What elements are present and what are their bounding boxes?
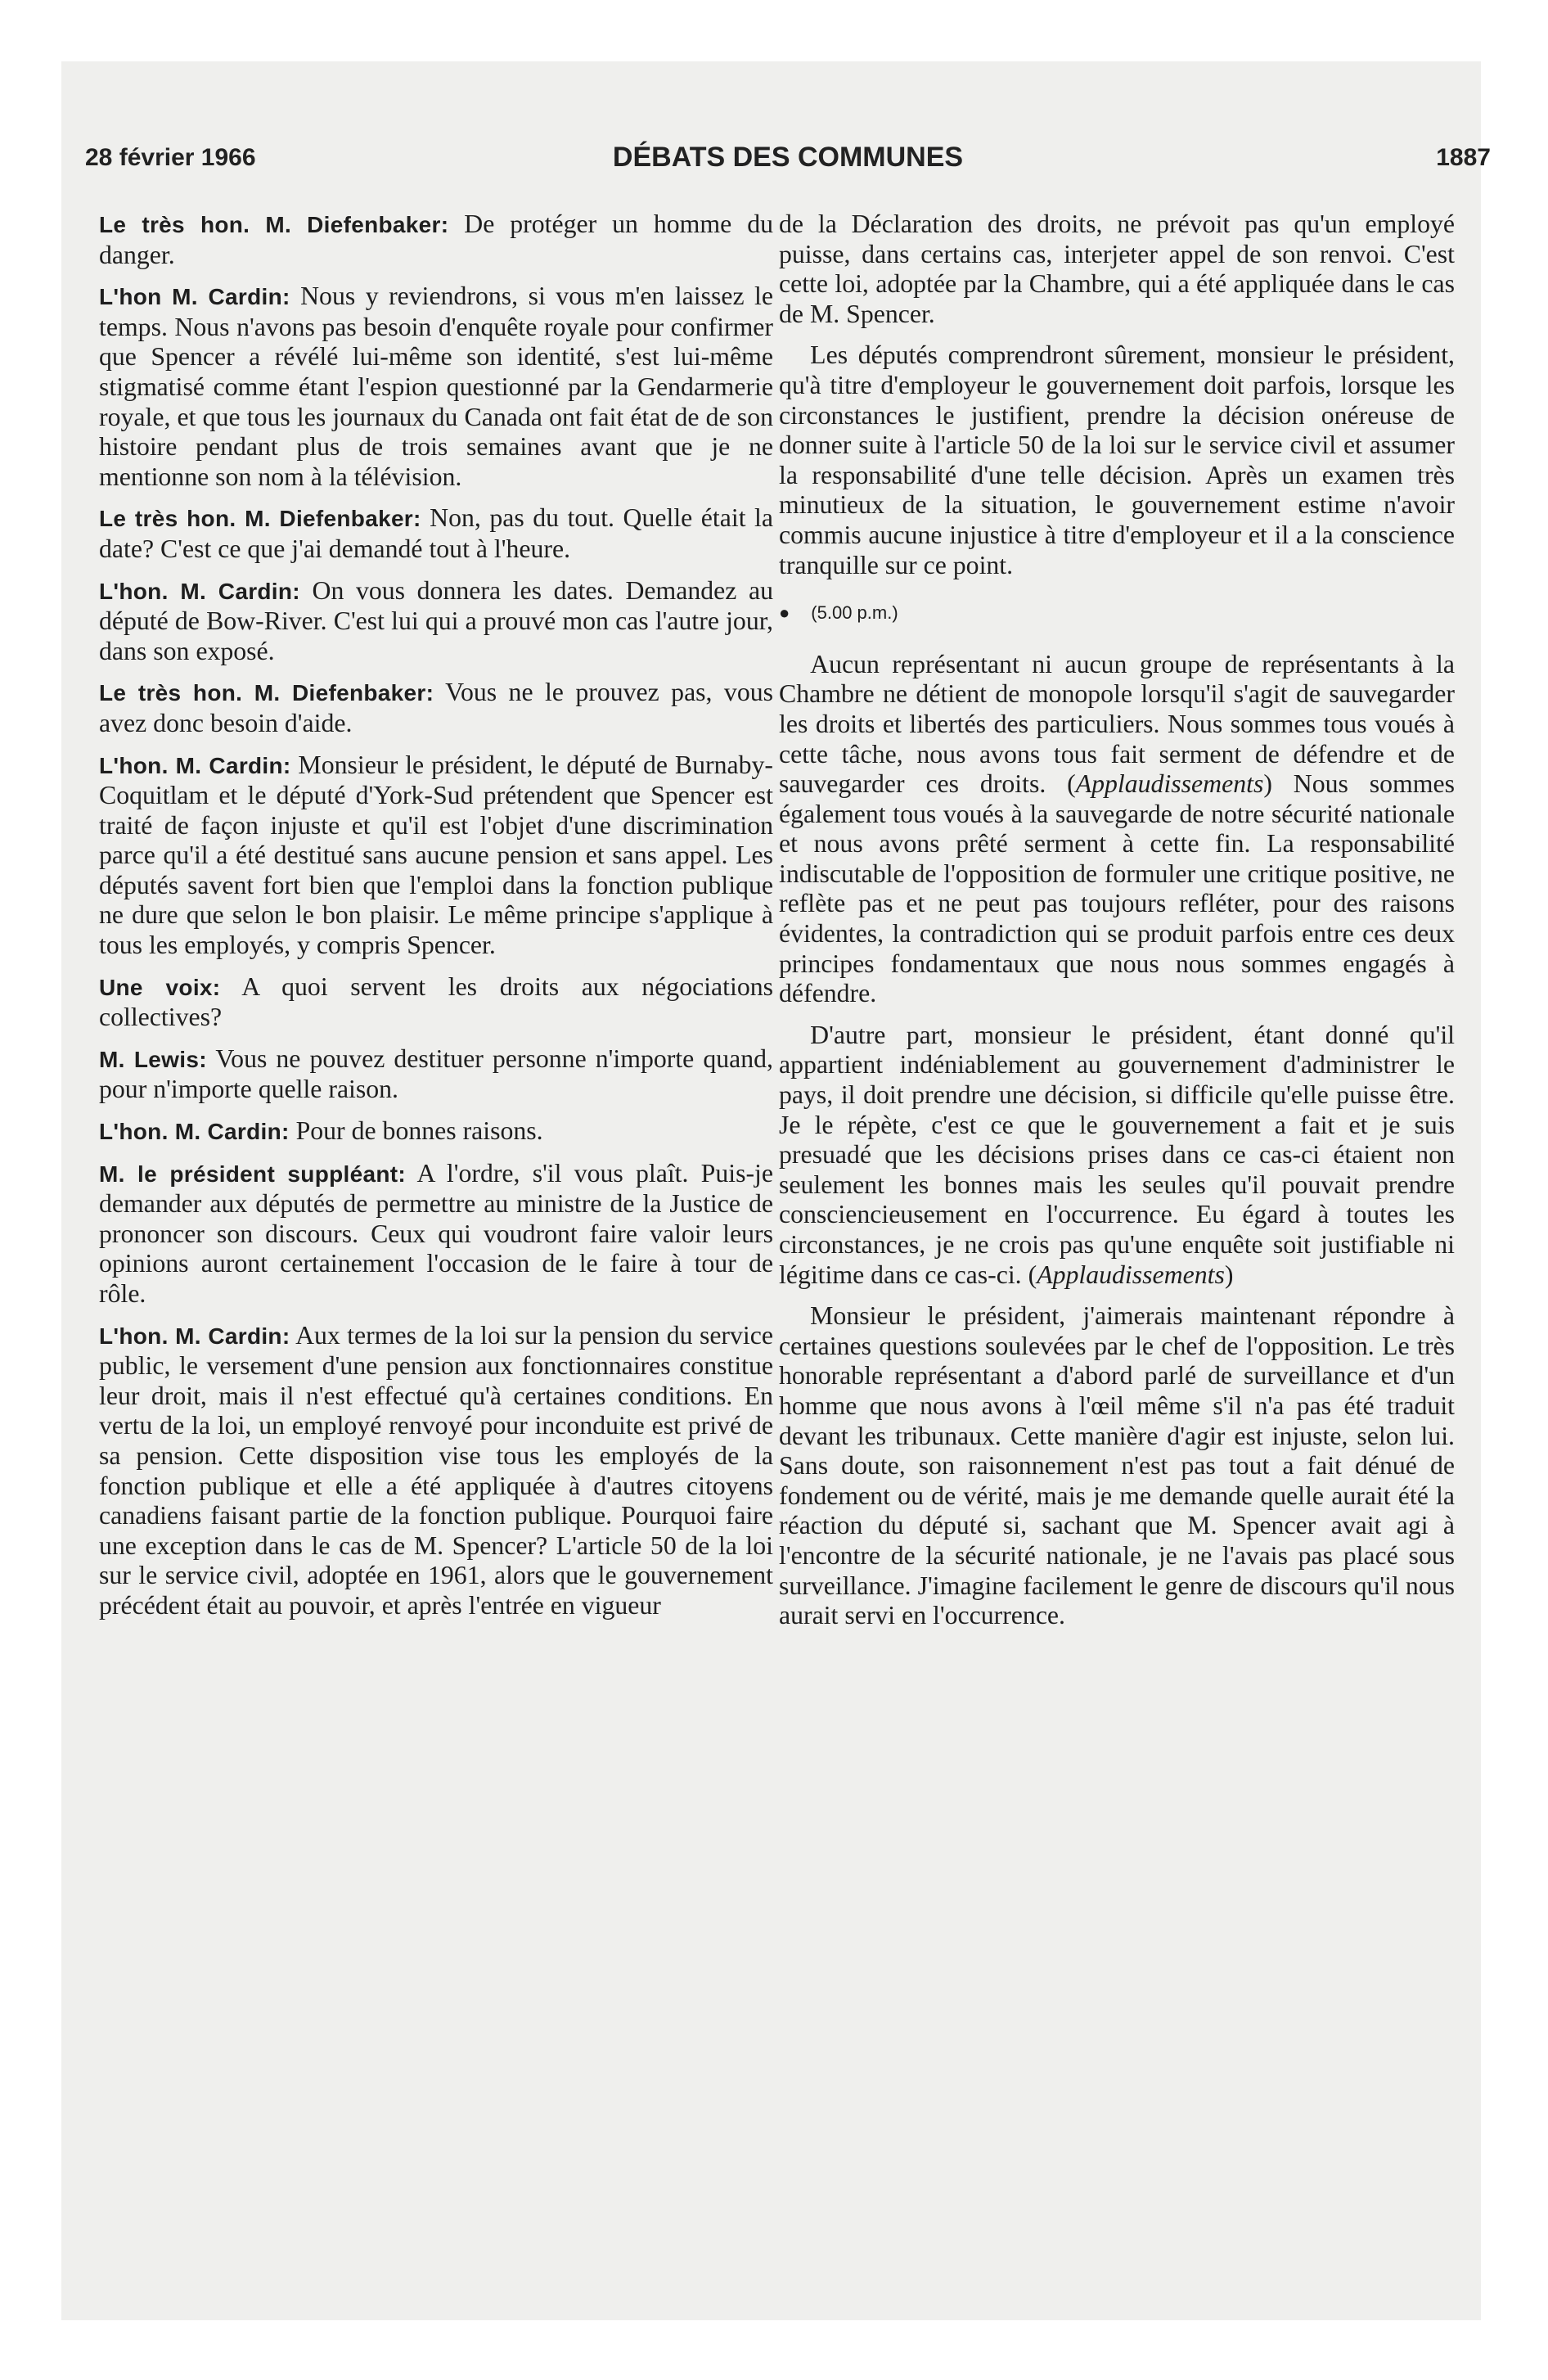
paragraph — [99, 1159, 773, 1309]
paragraph — [99, 210, 773, 270]
paragraph — [99, 1044, 773, 1105]
speech-text: Monsieur le président, le député de Burnaby-Coquitlam et le député d'York-Sud prétendent que Spencer est traité de façon injuste et qu'il est l'objet d'une discrimination parce qu'il a été destitué sans aucune pension et sans appel. Les députés savent fort bien que l'emploi dans la fonction publique ne dure que selon le bon plaisir. Le même principe s'applique à tous les employés, y compris Spencer. — [99, 750, 773, 960]
paragraph — [99, 1116, 773, 1147]
paragraph — [99, 751, 773, 961]
speech-text: Nous y reviendrons, si vous m'en laissez le temps. Nous n'avons pas besoin d'enquête royale pour confirmer que Spencer a révélé lui-même son identité, s'est lui-même stigmatisé comme étant l'espion questionné par la Gendarmerie royale, et que tous les journaux du Canada ont fait état de de son histoire pendant plus de trois semaines avant que je ne mentionne son nom à la télévision. — [99, 282, 773, 491]
time-stamp — [779, 598, 1455, 629]
paragraph — [99, 972, 773, 1033]
speech-text: Non, pas du tout. Quelle était la date? C'est ce que j'ai demandé tout à l'heure. — [99, 503, 773, 563]
header-page-number: 1887 — [1436, 144, 1491, 171]
applause-note: Applaudissements — [1037, 1260, 1225, 1289]
speech-text: Pour de bonnes raisons. — [289, 1116, 543, 1146]
left-column — [99, 210, 773, 1633]
bullet-icon: ● — [779, 602, 790, 624]
speaker-name: Une voix: — [99, 974, 221, 1000]
paragraph — [99, 576, 773, 667]
speaker-name: Le très hon. M. Diefenbaker: — [99, 212, 449, 237]
header-date: 28 février 1966 — [85, 144, 256, 171]
paragraph — [779, 650, 1455, 1009]
paragraph: de la Déclaration des droits, ne prévoit pas qu'un employé puisse, dans certains cas, interjeter appel de son renvoi. C'est cette loi, adoptée par la Chambre, qui a été appliquée dans le cas de M. Spencer. — [779, 210, 1455, 328]
paragraph — [99, 282, 773, 492]
paragraph-text: ) — [1224, 1260, 1234, 1289]
paragraph-text: D'autre part, monsieur le président, étant donné qu'il appartient indéniablement au gouvernement d'administrer le pays, il doit prendre une décision, si difficile qu'elle puisse être. Je le répète, c'est ce que le gouvernement a fait et je suis presuadé que les décisions prises dans ce cas-ci étaient non seulement les bonnes mais les seules qu'il pouvait prendre consciencieusement en l'occurrence. Eu égard à toutes les circonstances, je ne crois pas qu'une enquête soit justifiable ni légitime dans ce cas-ci. ( — [779, 1020, 1455, 1289]
paragraph-text: Aucun représentant ni aucun groupe de représentants à la Chambre ne détient de monopole lorsqu'il s'agit de sauvegarder les droits et libertés des particuliers. Nous sommes tous voués à cette tâche, nous avons tous fait serment de défendre et de sauvegarder ces droits. ( — [779, 649, 1455, 799]
speaker-name: M. Lewis: — [99, 1046, 207, 1072]
header-title: DÉBATS DES COMMUNES — [612, 142, 964, 173]
paragraph — [99, 678, 773, 738]
speech-text: On vous donnera les dates. Demandez au député de Bow-River. C'est lui qui a prouvé mon cas l'autre jour, dans son exposé. — [99, 575, 773, 665]
paragraph: Les députés comprendront sûrement, monsieur le président, qu'à titre d'employeur le gouvernement doit parfois, lorsque les circonstances le justifient, prendre la décision onéreuse de donner suite à l'article 50 de la loi sur le service civil et assumer la responsabilité d'une telle décision. Après un examen très minutieux de la situation, le gouvernement estime n'avoir commis aucune injustice à titre d'employeur et il a la conscience tranquille sur ce point. — [779, 340, 1455, 579]
speaker-name: L'hon M. Cardin: — [99, 284, 290, 310]
paragraph — [779, 1021, 1455, 1290]
time-text: (5.00 p.m.) — [811, 602, 898, 624]
speaker-name: Le très hon. M. Diefenbaker: — [99, 506, 421, 532]
speaker-name: Le très hon. M. Diefenbaker: — [99, 680, 434, 706]
paragraph: Monsieur le président, j'aimerais maintenant répondre à certaines questions soulevées par le chef de l'opposition. Le très honorable représentant a d'abord parlé de surveillance et d'un homme que nous avons à l'œil même s'il n'a pas été traduit devant les tribunaux. Cette manière d'agir est injuste, selon lui. Sans doute, son raisonnement n'est pas tout a fait dénué de fondement ou de vérité, mais je me demande quelle aurait été la réaction du député si, sachant que M. Spencer avait agi à l'encontre de la sécurité nationale, je ne l'avais pas placé sous surveillance. J'imagine facilement le genre de discours qu'il nous aurait servi en l'occurrence. — [779, 1301, 1455, 1630]
speech-text: Vous ne le prouvez pas, vous avez donc besoin d'aide. — [99, 678, 773, 737]
paragraph — [99, 503, 773, 564]
speech-text: A quoi servent les droits aux négociations collectives? — [99, 971, 773, 1032]
page-header — [85, 144, 1491, 185]
right-column — [779, 210, 1455, 1643]
paragraph — [99, 1321, 773, 1621]
speech-text: Aux termes de la loi sur la pension du service public, le versement d'une pension aux fonctionnaires constitue leur droit, mais il n'est effectué qu'à certaines conditions. En vertu de la loi, un employé renvoyé pour inconduite est privé de sa pension. Cette disposition vise tous les employés de la fonction publique et elle a été appliquée à d'autres citoyens canadiens faisant partie de la fonction publique. Pourquoi faire une exception dans le cas de M. Spencer? L'article 50 de la loi sur le service civil, adoptée en 1961, alors que le gouvernement précédent était au pouvoir, et après l'entrée en vigueur — [99, 1320, 773, 1620]
speech-text: A l'ordre, s'il vous plaît. Puis-je demander aux députés de permettre au ministre de la Justice de prononcer son discours. Ceux qui voudront faire valoir leurs opinions auront certainement l'occasion de le faire à tour de rôle. — [99, 1158, 773, 1308]
speaker-name: L'hon. M. Cardin: — [99, 1119, 290, 1145]
speaker-name: L'hon. M. Cardin: — [99, 752, 291, 778]
speaker-name: L'hon. M. Cardin: — [99, 578, 300, 604]
speaker-name: L'hon. M. Cardin: — [99, 1323, 290, 1349]
speech-text: De protéger un homme du danger. — [99, 210, 773, 269]
applause-note: Applaudissements — [1075, 769, 1264, 799]
paragraph-text: ) Nous sommes également tous voués à la sauvegarde de notre sécurité nationale et nous avons prêté serment à cette fin. La responsabilité indiscutable de l'opposition de formuler une critique positive, ne reflète pas et ne peut pas toujours refléter, pour des raisons évidentes, la contradiction qui se produit parfois entre ces deux principes fondamentaux que nous nous sommes engagés à défendre. — [779, 769, 1455, 1008]
speaker-name: M. le président suppléant: — [99, 1161, 406, 1187]
speech-text: Vous ne pouvez destituer personne n'importe quand, pour n'importe quelle raison. — [99, 1044, 773, 1104]
